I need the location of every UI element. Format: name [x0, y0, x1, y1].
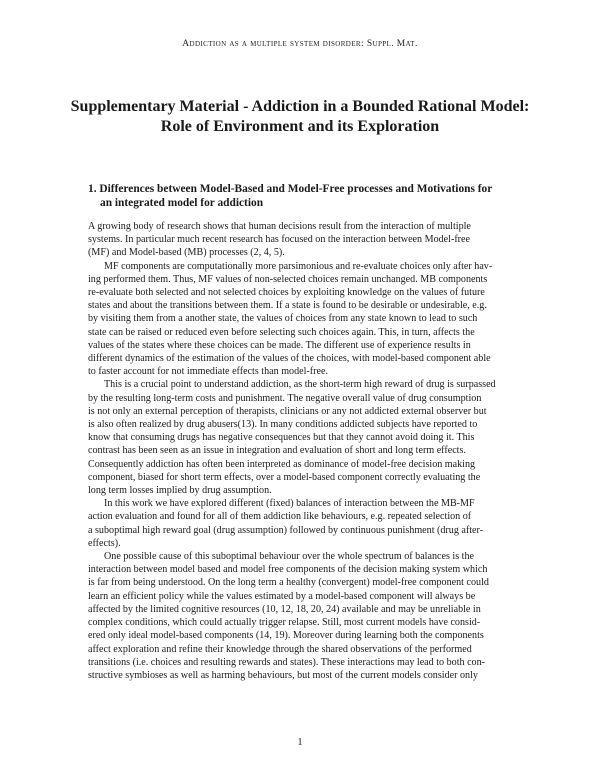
text-line: MF components are computationally more parsimonious and re-evaluate choices only after hav-	[104, 260, 493, 272]
section-heading	[88, 182, 528, 210]
text-line: is also often realized by drug abusers(13). In many conditions addicted subjects have reported to	[88, 419, 478, 431]
text-line: structive symbioses as well as harming behaviours, but most of the current models consider only	[88, 669, 478, 681]
text-line: long term losses implied by drug assumption.	[88, 485, 272, 497]
text-line: In this work we have explored different (fixed) balances of interaction between the MB-MF	[104, 498, 475, 510]
title-line-2: Role of Environment and its Exploration	[160, 118, 440, 135]
running-header: Addiction as a multiple system disorder: Suppl. Mat.	[182, 39, 418, 49]
text-line: One possible cause of this suboptimal behaviour over the whole spectrum of balances is the	[104, 551, 475, 563]
text-line: is far from being understood. On the long term a healthy (convergent) model-free component could	[88, 577, 489, 589]
text-line: complex conditions, which could actually trigger relapse. Still, most current models have consid-	[88, 617, 481, 629]
section-heading-line-1: 1. Differences between Model-Based and Model-Free processes and Motivations for	[88, 183, 493, 195]
paper-title	[60, 97, 540, 137]
text-line: affected by the limited cognitive resources (10, 12, 18, 20, 24) available and may be unreliable in	[88, 603, 481, 615]
text-line: contrast has been seen as an issue in integration and evaluation of short and long term effects.	[88, 445, 466, 457]
text-line: re-evaluate both selected and not selected choices by exploiting knowledge on the values of future	[88, 287, 485, 299]
paragraph-3	[88, 378, 512, 497]
text-line: a suboptimal high reward goal (drug assumption) followed by continuous punishment (drug after-	[88, 524, 484, 536]
text-line: (MF) and Model-based (MB) processes (2, 4, 5).	[88, 247, 285, 259]
text-line: by the resulting long-term costs and punishment. The negative overall value of drug consumption	[88, 392, 482, 404]
text-line: systems. In particular much recent research has focused on the interaction between Model-free	[88, 234, 471, 246]
text-line: to faster account for not immediate effects than model-free.	[88, 366, 328, 378]
paragraph-2	[88, 260, 512, 379]
text-line: A growing body of research shows that human decisions result from the interaction of multiple	[88, 221, 471, 232]
body-text	[88, 220, 512, 682]
text-line: affect exploration and refine their knowledge through the shared observations of the performed	[88, 643, 472, 655]
text-line: is not only an external perception of therapists, clinicians or any not addicted external observer but	[88, 405, 487, 417]
paragraph-1	[88, 220, 512, 260]
page-number: 1	[297, 737, 303, 748]
text-line: ered only ideal model-based components (14, 19). Moreover during learning both the components	[88, 630, 484, 642]
text-line: know that consuming drugs has negative consequences but that they cannot avoid doing it. This	[88, 432, 475, 444]
text-line: state can be raised or reduced even before selecting such choices again. This, in turn, affects the	[88, 326, 475, 338]
paragraph-4	[88, 497, 512, 550]
section-heading-line-2: an integrated model for addiction	[100, 197, 264, 209]
text-line: different dynamics of the estimation of the values of the choices, with model-based component able	[88, 353, 491, 365]
text-line: Consequently addiction has often been interpreted as dominance of model-free decision making	[88, 458, 476, 470]
text-line: values of the states where these choices can be made. The different use of experience results in	[88, 339, 471, 351]
text-line: by visiting them from a another state, the values of choices from any state known to lead to such	[88, 313, 478, 325]
text-line: This is a crucial point to understand addiction, as the short-term high reward of drug is surpassed	[104, 379, 496, 391]
text-line: interaction between model based and model free components of the decision making system which	[88, 564, 488, 576]
text-line: learn an efficient policy while the values estimated by a model-based component will always be	[88, 590, 476, 602]
text-line: action evaluation and found for all of them addiction like behaviours, e.g. repeated selection of	[88, 511, 472, 523]
paragraph-5	[88, 550, 512, 682]
text-line: states and about the transitions between them. If a state is found to be desirable or undesirable, e.g.	[88, 300, 487, 312]
text-line: transitions (i.e. choices and resulting rewards and states). These interactions may lead to both con-	[88, 656, 485, 668]
text-line: effects).	[88, 537, 121, 549]
text-line: ing performed them. Thus, MF values of non-selected choices remain unchanged. MB components	[88, 273, 488, 285]
text-line: component, biased for short term effects, over a model-based component correctly evaluating the	[88, 471, 481, 483]
title-line-1: Supplementary Material - Addiction in a Bounded Rational Model:	[70, 98, 530, 115]
